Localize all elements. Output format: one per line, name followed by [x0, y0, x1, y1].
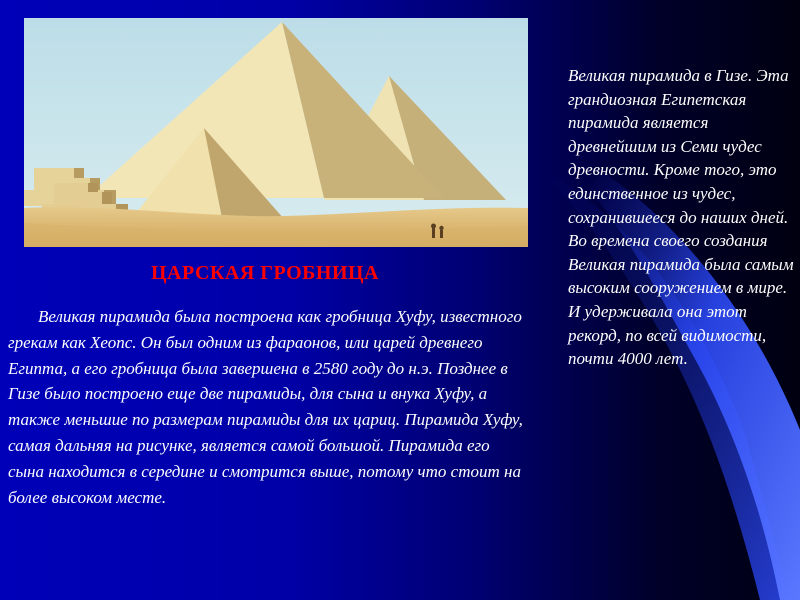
- side-paragraph: Великая пирамида в Гизе. Эта грандиозная Египетская пирамида является древнейшим из Семи чудес древности. Кроме того, это единственное из чудес, сохранившееся до наших дней. Во времена своего создания Великая пирамида была самым высоким сооружением в мире. И удерживала она этот рекорд, по всей видимости, почти 4000 лет.: [568, 66, 794, 369]
- body-paragraph: Великая пирамида была построена как гробница Хуфу, известного грекам как Хеопс. Он был одним из фараонов, или царей древнего Египта, а его гробница была завершена в 2580 году до н.э. Позднее в Гизе было построено еще две пирамиды, для сына и внука Хуфу, а также меньшие по размерам пирамиды для их цариц. Пирамида Хуфу, самая дальняя на рисунке, является самой большой. Пирамида его сына находится в середине и смотрится выше, потому что стоит на более высоком месте.: [8, 307, 523, 507]
- pyramids-photo: [24, 18, 528, 247]
- slide-heading: ЦАРСКАЯ ГРОБНИЦА: [150, 262, 379, 284]
